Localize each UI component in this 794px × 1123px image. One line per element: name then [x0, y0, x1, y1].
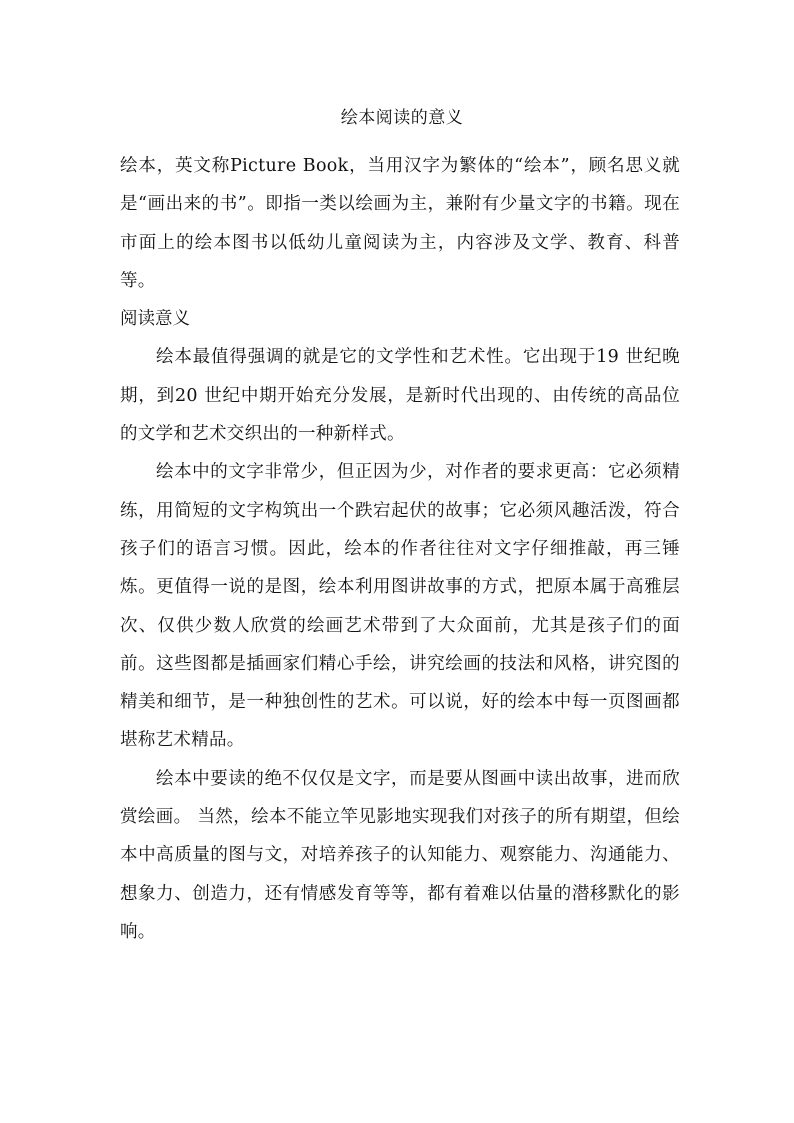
- document-body: [120, 147, 680, 951]
- document-title: 绘本阅读的意义: [340, 108, 464, 128]
- section-heading: 阅读意义: [120, 309, 190, 330]
- body-paragraph-2: 绘本中的文字非常少，但正因为少，对作者的要求更高：它必须精练，用简短的文字构筑出一个跌宕起伏的故事；它必须风趣活泼，符合孩子们的语言习惯。因此，绘本的作者往往对文字仔细推敲，再三锤炼。更值得一说的是图，绘本利用图讲故事的方式，把原本属于高雅层次、仅供少数人欣赏的绘画艺术带到了大众面前，尤其是孩子们的面前。这些图都是插画家们精心手绘，讲究绘画的技法和风格，讲究图的精美和细节，是一种独创性的艺术。可以说，好的绘本中每一页图画都堪称艺术精品。: [120, 462, 680, 751]
- body-paragraph-3: 绘本中要读的绝不仅仅是文字，而是要从图画中读出故事，进而欣赏绘画。 当然，绘本不能立竿见影地实现我们对孩子的所有期望，但绘本中高质量的图与文，对培养孩子的认知能力、观察能力、沟通能力、想象力、创造力，还有情感发育等等，都有着难以估量的潜移默化的影响。: [120, 768, 680, 942]
- body-paragraph-1: 绘本最值得强调的就是它的文学性和艺术性。它出现于19 世纪晚期，到20 世纪中期开始充分发展，是新时代出现的、由传统的高品位的文学和艺术交织出的一种新样式。: [120, 347, 680, 445]
- intro-paragraph: 绘本，英文称Picture Book，当用汉字为繁体的“绘本”，顾名思义就是“画出来的书”。即指一类以绘画为主，兼附有少量文字的书籍。现在市面上的绘本图书以低幼儿童阅读为主，内容涉及文学、教育、科普等。: [120, 156, 680, 291]
